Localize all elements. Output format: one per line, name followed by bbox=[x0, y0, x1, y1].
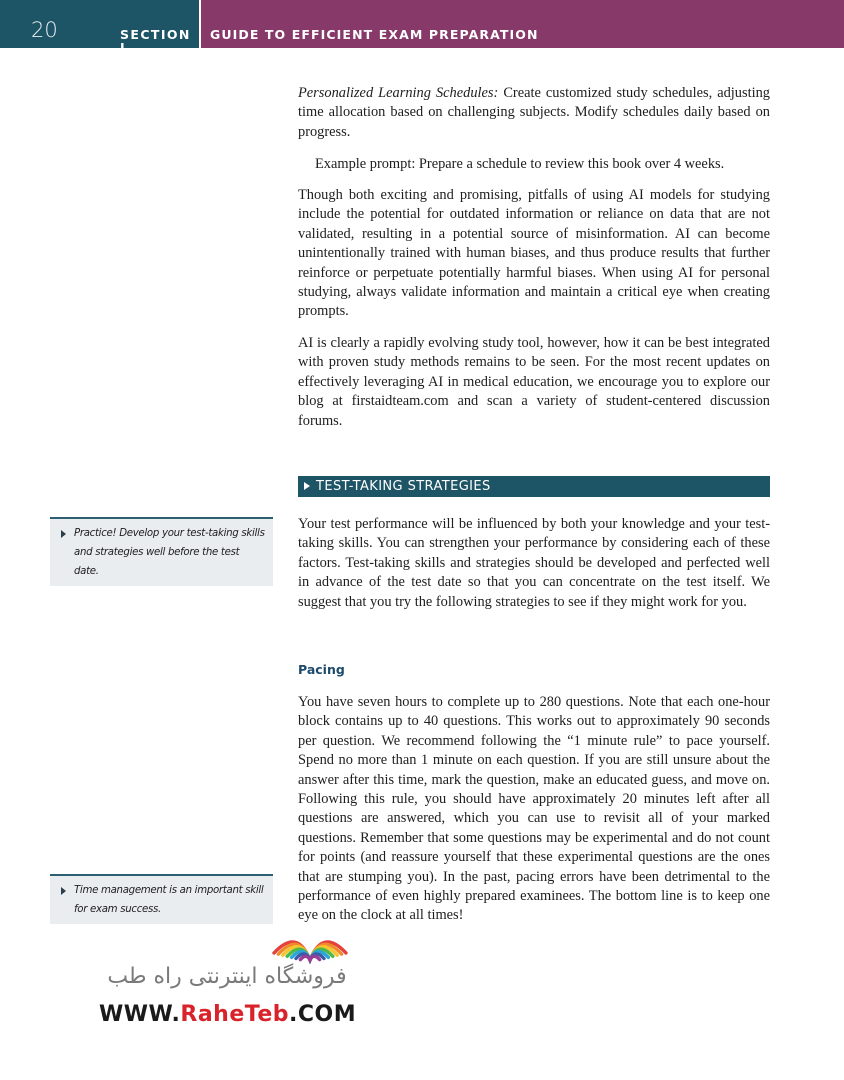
section-heading: TEST-TAKING STRATEGIES bbox=[316, 479, 491, 494]
triangle-icon bbox=[304, 482, 310, 490]
url-prefix: WWW. bbox=[99, 1002, 181, 1027]
section-heading-bar bbox=[298, 476, 770, 497]
watermark-persian-text: فروشگاه اینترنتی راه طب bbox=[107, 964, 347, 989]
triangle-icon bbox=[61, 530, 66, 538]
paragraph-lead-in: Personalized Learning Schedules: bbox=[298, 85, 499, 101]
url-brand: RaheTeb bbox=[180, 1002, 289, 1027]
paragraph-personalized-schedules bbox=[298, 84, 770, 142]
section-label: SECTION I bbox=[120, 27, 191, 55]
paragraph-ai-evolving: AI is clearly a rapidly evolving study tool, however, how it can be best integrated with proven study methods remains to be seen. For the most recent updates on effectively leveraging AI in medical education, we encourage you to explore our blog at firstaidteam.com and scan a variety of student-centered discussion forums. bbox=[298, 335, 770, 429]
subheading-pacing: Pacing bbox=[298, 662, 345, 677]
chapter-title: GUIDE TO EFFICIENT EXAM PREPARATION bbox=[210, 27, 539, 42]
page-header bbox=[0, 0, 844, 55]
triangle-icon bbox=[61, 887, 66, 895]
header-left-block bbox=[0, 0, 199, 55]
paragraph-test-performance: Your test performance will be influenced by both your knowledge and your test-taking skills. You can strengthen your performance by considering each of these factors. Test-taking skills and strategies should be developed and perfected well in advance of the test date so that you can concentrate on the test itself. We suggest that you try the following strategies to see if they might work for you. bbox=[298, 516, 770, 610]
paragraph-text: Create customized study schedules, adjusting time allocation based on challenging subjects. Modify schedules daily based on progress. bbox=[298, 85, 770, 140]
page-number: 20 bbox=[31, 18, 58, 42]
sidebar-note-practice bbox=[50, 517, 273, 586]
url-suffix: .COM bbox=[289, 1002, 357, 1027]
sidebar-note-text: Time management is an important skill for exam success. bbox=[74, 885, 264, 915]
paragraph-pacing: You have seven hours to complete up to 280 questions. Note that each one-hour block contains up to 40 questions. This works out to approximately 90 seconds per question. We recommend following the “1 minute rule” to pace yourself. Spend no more than 1 minute on each question. If you are still unsure about the answer after this time, mark the question, make an educated guess, and move on. Following this rule, you should have approximately 20 minutes left after all questions are answered, which you can use to revisit all of your marked questions. Remember that some questions may be experimental and do not count for points (and reassure yourself that these experimental questions are the ones that are stumping you). In the past, pacing errors have been detrimental to the performance of even highly prepared examinees. The bottom line is to keep one eye on the clock at all times! bbox=[298, 694, 770, 924]
paragraph-example-prompt: Example prompt: Prepare a schedule to review this book over 4 weeks. bbox=[315, 156, 725, 172]
watermark-url bbox=[99, 1004, 356, 1026]
sidebar-note-time-management bbox=[50, 874, 273, 924]
book-logo-icon bbox=[266, 922, 366, 964]
logo-arc bbox=[300, 956, 319, 960]
watermark bbox=[96, 922, 366, 1032]
paragraph-ai-pitfalls: Though both exciting and promising, pitfalls of using AI models for studying include the potential for outdated information or reliance on data that are not validated, resulting in a potential source of misinformation. AI can become unintentionally trained with human biases, and thus produce results that further reinforce or perpetuate potentially harmful biases. When using AI for personal studying, always validate information and maintain a critical eye when creating prompts. bbox=[298, 187, 770, 320]
sidebar-note-text: Practice! Develop your test-taking skills and strategies well before the test date. bbox=[74, 528, 265, 577]
header-divider bbox=[199, 0, 201, 48]
